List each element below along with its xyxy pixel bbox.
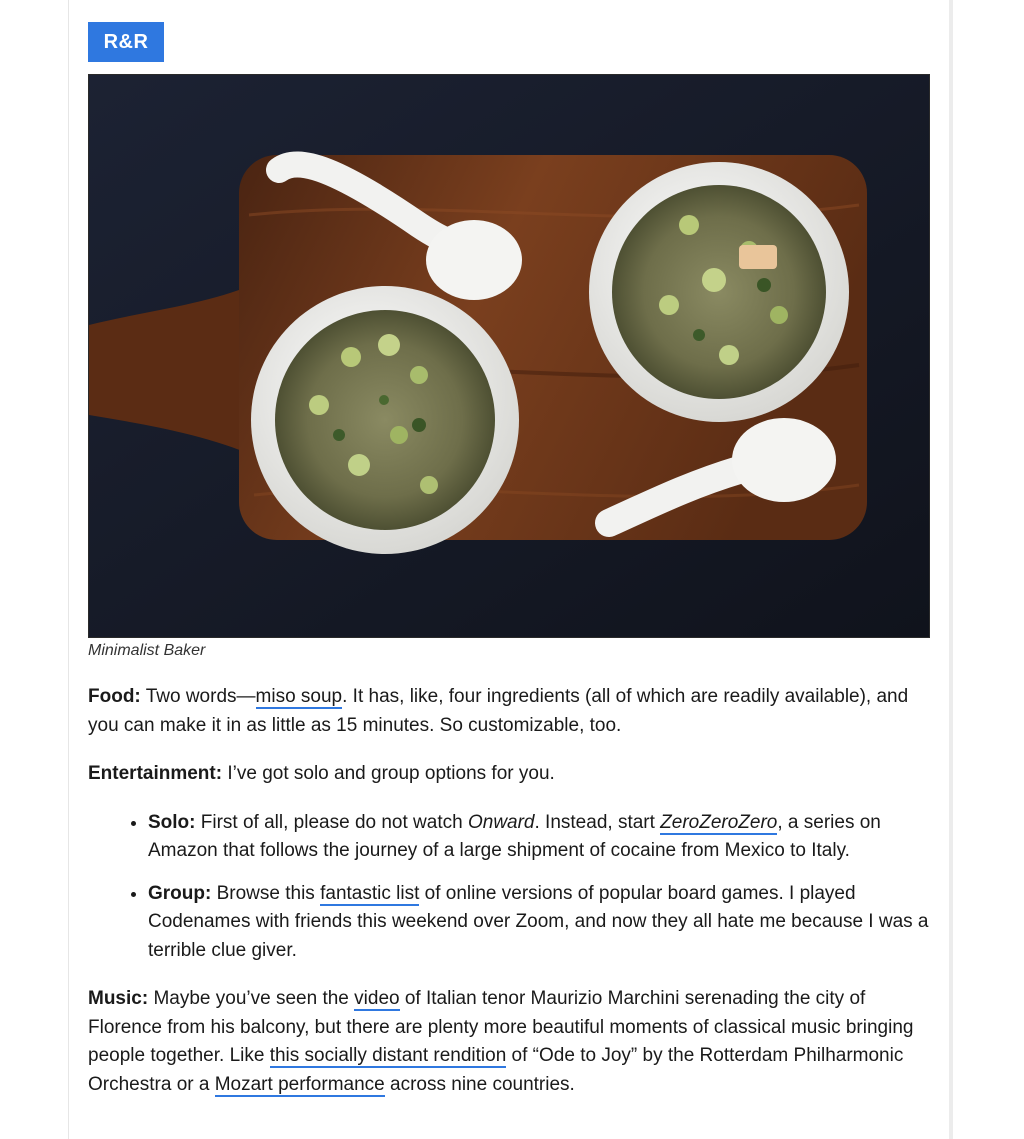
- food-label: Food:: [88, 686, 141, 707]
- mozart-performance-link[interactable]: Mozart performance: [214, 1073, 385, 1095]
- entertainment-text: I’ve got solo and group options for you.: [222, 763, 555, 784]
- section-badge: R&R: [88, 22, 164, 62]
- music-text-1: Maybe you’ve seen the: [148, 988, 355, 1009]
- solo-text-2: . Instead, start: [534, 811, 661, 833]
- fantastic-list-link[interactable]: fantastic list: [320, 882, 420, 904]
- solo-item: [148, 809, 930, 866]
- group-text-1: Browse this: [211, 882, 321, 904]
- entertainment-list: [88, 809, 930, 966]
- music-text-2: of Italian tenor Maurizio Marchini serenading the city of Florence from his balcony, but there are plenty more beautiful moments of classical music bringing people together. Like: [88, 988, 914, 1066]
- solo-text-1: First of all, please do not watch: [195, 811, 468, 833]
- socially-distant-rendition-link[interactable]: this socially distant rendition: [269, 1045, 507, 1066]
- article-body: [88, 683, 930, 1119]
- music-text-4: across nine countries.: [384, 1073, 575, 1095]
- page-border-right: [949, 0, 953, 1139]
- food-paragraph: [88, 683, 930, 740]
- entertainment-paragraph: [88, 760, 930, 789]
- food-text-2: . It has, like, four ingredients (all of which are readily available), and you can make it in as little as 15 minutes. So customizable, too.: [88, 686, 909, 736]
- video-link[interactable]: video: [354, 988, 400, 1009]
- food-text-1: Two words—: [140, 686, 256, 707]
- group-item: [148, 880, 930, 966]
- music-label: Music:: [88, 988, 149, 1009]
- onward-title: Onward: [467, 811, 535, 833]
- miso-soup-photo: [88, 74, 930, 638]
- page-border-left: [68, 0, 69, 1139]
- group-label: Group:: [148, 882, 212, 904]
- group-text-2: of online versions of popular board games. I played Codenames with friends this weekend over Zoom, and now they all hate me because I was a terrible clue giver.: [148, 882, 929, 961]
- solo-text-3: , a series on Amazon that follows the journey of a large shipment of cocaine from Mexico to Italy.: [148, 811, 881, 861]
- photo-caption: Minimalist Baker: [88, 642, 206, 659]
- entertainment-label: Entertainment:: [88, 763, 223, 784]
- zerozerozero-link[interactable]: ZeroZeroZero: [660, 811, 778, 833]
- music-text-3: of “Ode to Joy” by the Rotterdam Philharmonic Orchestra or a: [88, 1045, 904, 1095]
- miso-soup-link[interactable]: miso soup: [255, 686, 343, 707]
- music-paragraph: [88, 985, 930, 1099]
- solo-label: Solo:: [148, 811, 196, 833]
